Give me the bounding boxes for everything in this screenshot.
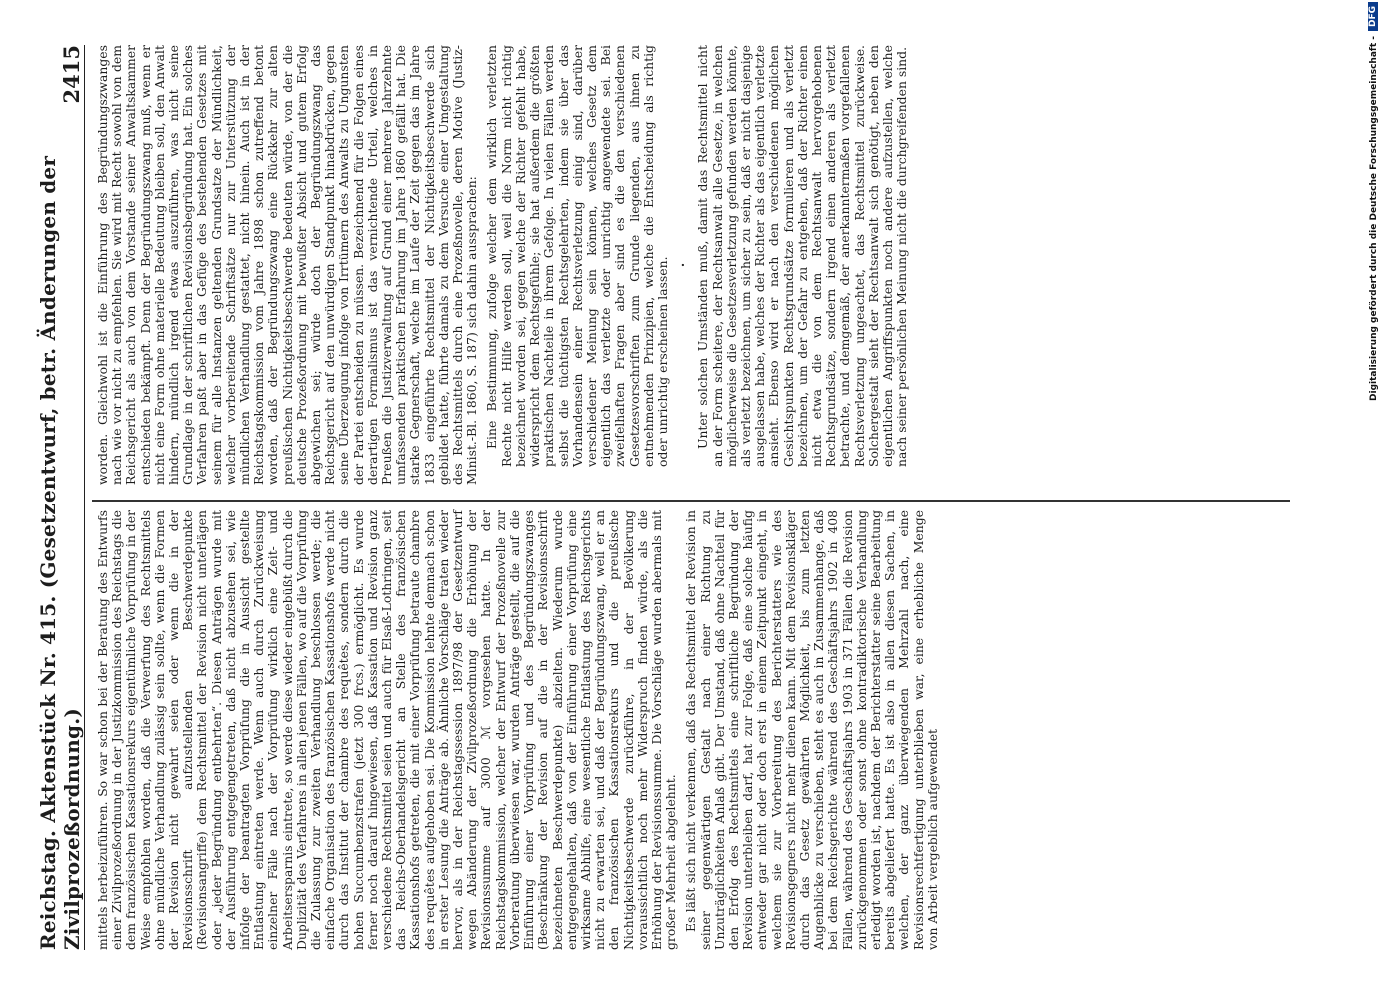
paragraph: worden. Gleichwohl ist die Einführung des Begründungszwanges nach wie vor nicht zu empfehlen. Sie wird mit Recht sowohl von dem Reichsgericht als auch von dem Vorstande seiner Anwaltskammer entschieden bekämpft. Denn der Begründungszwang muß, wenn er nicht eine Form ohne materielle Bedeutung bleiben soll, den Anwalt hindern, mündlich irgend etwas auszuführen, was nicht seine Grundlage in der schriftlichen Revisionsbegründung hat. Ein solches Verfahren paßt aber in das Gefüge des bestehenden Gesetzes mit seinem für alle Instanzen geltenden Grundsatze der Mündlichkeit, welcher vorbereitende Schriftsätze nur zur Unterstützung der mündlichen Verhandlung gestattet, nicht hinein. Auch ist in der Reichstagskommission vom Jahre 1898 schon zutreffend betont worden, daß der Begründungszwang eine Rückkehr zur alten preußischen Nichtigkeitsbeschwerde bedeuten würde, von der die deutsche Prozeßordnung mit bewußter Absicht und gutem Erfolg abgewichen sei; würde doch der Begründungszwang das Reichsgericht auf den unwürdigen Standpunkt hinabdrücken, gegen seine Überzeugung infolge von Irrtümern des Anwalts zu Ungunsten der Partei entscheiden zu müssen. Bezeichnend für die Folgen eines derartigen Formalismus ist das vernichtende Urteil, welches in Preußen die Justizverwaltung auf Grund einer mehrere Jahrzehnte umfassenden praktischen Erfahrung im Jahre 1860 gefällt hat. Die starke Gegnerschaft, welche im Laufe der Zeit gegen das im Jahre 1833 eingeführte Rechtsmittel der Nichtigkeitsbeschwerde sich gebildet hatte, führte damals zu dem Versuche einer Umgestaltung des Rechtsmittels durch eine Prozeßnovelle, deren Motive (Justiz-Minist.-Bl. 1860, S. 187) sich dahin aussprachen: [95,45,480,485]
dfg-logo: DFG [1368,2,1378,31]
page-title: Reichstag. Aktenstück Nr. 415. (Gesetzentwurf, betr. Änderungen der Zivilprozeßordnung.) [36,155,84,950]
paragraph: Unter solchen Umständen muß, damit das Rechtsmittel nicht an der Form scheitere, der Rechtsanwalt alle Gesetze, in welchen möglicherweise die Gesetzesverletzung gefunden werden könnte, als verletzt bezeichnen, um sicher zu sein, daß er nicht dasjenige ausgelassen habe, welches der Richter als das eigentlich verletzte ansieht. Ebenso wird er nach den verschiedenen möglichen Gesichtspunkten Rechtsgrundsätze formulieren und als verletzt bezeichnen, um der Gefahr zu entgehen, daß der Richter einen nicht etwa die von dem Rechtsanwalt hervorgehobenen Rechtsgrundsätze, sondern irgend einen anderen als verletzt betrachte, und demgemäß, der anerkanntermaßen vorgefallenen Rechtsverletzung ungeachtet, das Rechtsmittel zurückweise. Solchergestalt sieht der Rechtsanwalt sich genötigt, neben den eigentlichen Angriffspunkten noch andere aufzustellen, welche nach seiner persönlichen Meinung nicht die durchgreifenden sind. [695,45,910,467]
page-header [36,45,85,950]
paragraph: mittels herbeizuführen. So war schon bei der Beratung des Entwurfs einer Zivilprozeßordnung in der Justizkommission des Reichstags die dem französischen Kassationsrekurs eigentümliche Vorprüfung in der Weise empfohlen worden, daß die Verwerfung des Rechtsmittels ohne mündliche Verhandlung zulässig sein sollte, wenn die Formen der Revision nicht gewahrt seien oder wenn die in der Revisionsschrift aufzustellenden Beschwerdepunkte (Revisionsangriffe) dem Rechtsmittel der Revision nicht unterlägen oder „jeder Begründung entbehrten“. Diesen Anträgen wurde mit der Ausführung entgegengetreten, daß nicht abzusehen sei, wie infolge der beantragten Vorprüfung die in Aussicht gestellte Entlastung eintreten werde. Wenn auch durch Zurückweisung einzelner Fälle nach der Vorprüfung wirklich eine Zeit- und Arbeitsersparnis eintrete, so werde diese wieder eingebüßt durch die Duplizität des Verfahrens in allen jenen Fällen, wo auf die Vorprüfung die Zulassung zur zweiten Verhandlung beschlossen werde; die einfache Organisation des französischen Kassationshofs werde nicht durch das Institut der chambre des requêtes, sondern durch die hohen Succumbenzstrafen (jetzt 300 frcs.) ermöglicht. Es wurde ferner noch darauf hingewiesen, daß Kassation und Revision ganz verschiedene Rechtsmittel seien und auch für Elsaß-Lothringen, seit das Reichs-Oberhandelsgericht an Stelle des französischen Kassationshofs getreten, die mit einer Vorprüfung betraute chambre des requêtes aufgehoben sei. Die Kommission lehnte demnach schon in erster Lesung die Anträge ab. Ähnliche Vorschläge traten wieder hervor, als in der Reichstagssession 1897/98 der Gesetzentwurf wegen Abänderung der Zivilprozeßordnung die Erhöhung der Revisionssumme auf 3000 ℳ vorgesehen hatte. In der Reichstagskommission, welcher der Entwurf der Prozeßnovelle zur Vorberatung überwiesen war, wurden Anträge gestellt, die auf die Einführung einer Vorprüfung und des Begründungszwanges (Beschränkung der Revision auf die in der Revisionsschrift bezeichneten Beschwerdepunkte) abzielten. Wiederum wurde entgegengehalten, daß von der Einführung einer Vorprüfung eine wirksame Abhilfe, eine wesentliche Entlastung des Reichsgerichts nicht zu erwarten sei, und daß der Begründungszwang, weil er an den französischen Kassationsrekurs und die preußische Nichtigkeitsbeschwerde zurückführe, in der Bevölkerung voraussichtlich noch mehr Widerspruch finden würde, als die Erhöhung der Revisionssumme. Die Vorschläge wurden abermals mit großer Mehrheit abgelehnt. [95,510,679,950]
right-column [96,45,909,485]
digitization-note: Digitalisierung gefördert durch die Deutsche Forschungsgemeinschaft - [1369,36,1379,401]
left-column [96,510,940,950]
paragraph: Eine Bestimmung, zufolge welcher dem wirklich verletzten Rechte nicht Hilfe werden soll, weil die Norm nicht richtig bezeichnet worden sei, gegen welche der Richter gefehlt habe, widerspricht dem Rechtsgefühle; sie hat außerdem die größten praktischen Nachteile in ihrem Gefolge. In vielen Fällen werden selbst die tüchtigsten Rechtsgelehrten, indem sie über das Vorhandensein einer Rechtsverletzung einig sind, darüber verschiedener Meinung sein können, welches Gesetz dem eigentlich das verletzte oder unrichtig angewendete sei. Bei zweifelhaften Fragen aber sind es die den verschiedenen Gesetzesvorschriften zum Grunde liegenden, aus ihnen zu entnehmenden Prinzipien, welche die Entscheidung als richtig oder unrichtig erscheinen lassen. [484,45,670,467]
page-number: 2415 [59,45,84,104]
column-divider [92,501,1290,503]
paragraph: Es läßt sich nicht verkennen, daß das Rechtsmittel der Revision in seiner gegenwärtigen Gestalt nach einer Richtung zu Unzuträglichkeiten Anlaß gibt. Der Umstand, daß ohne Nachteil für den Erfolg des Rechtsmittels eine schriftliche Begründung der Revision unterbleiben darf, hat zur Folge, daß eine solche häufig entweder gar nicht oder doch erst in einem Zeitpunkt eingeht, in welchem sie zur Vorbereitung des Berichterstatters wie des Revisionsgegners nicht mehr dienen kann. Mit dem Revisionskläger durch das Gesetz gewährten Möglichkeit, bis zum letzten Augenblicke zu verschieben, steht es auch in Zusammenhange, daß bei dem Reichsgerichte während des Geschäftsjahrs 1902 in 408 Fällen, während des Geschäftsjahrs 1903 in 371 Fällen die Revision zurückgenommen oder sonst ohne kontradiktorische Verhandlung erledigt worden ist, nachdem der Berichterstatter seine Bearbeitung bereits abgeliefert hatte. Es ist also in allen diesen Sachen, in welchen, der ganz überwiegenden Mehrzahl nach, eine Revisionsrechtfertigung unterblieben war, eine erhebliche Menge von Arbeit vergeblich aufgewendet [683,510,940,950]
separator-dot: · [675,262,691,268]
side-margin [1368,0,1383,1000]
